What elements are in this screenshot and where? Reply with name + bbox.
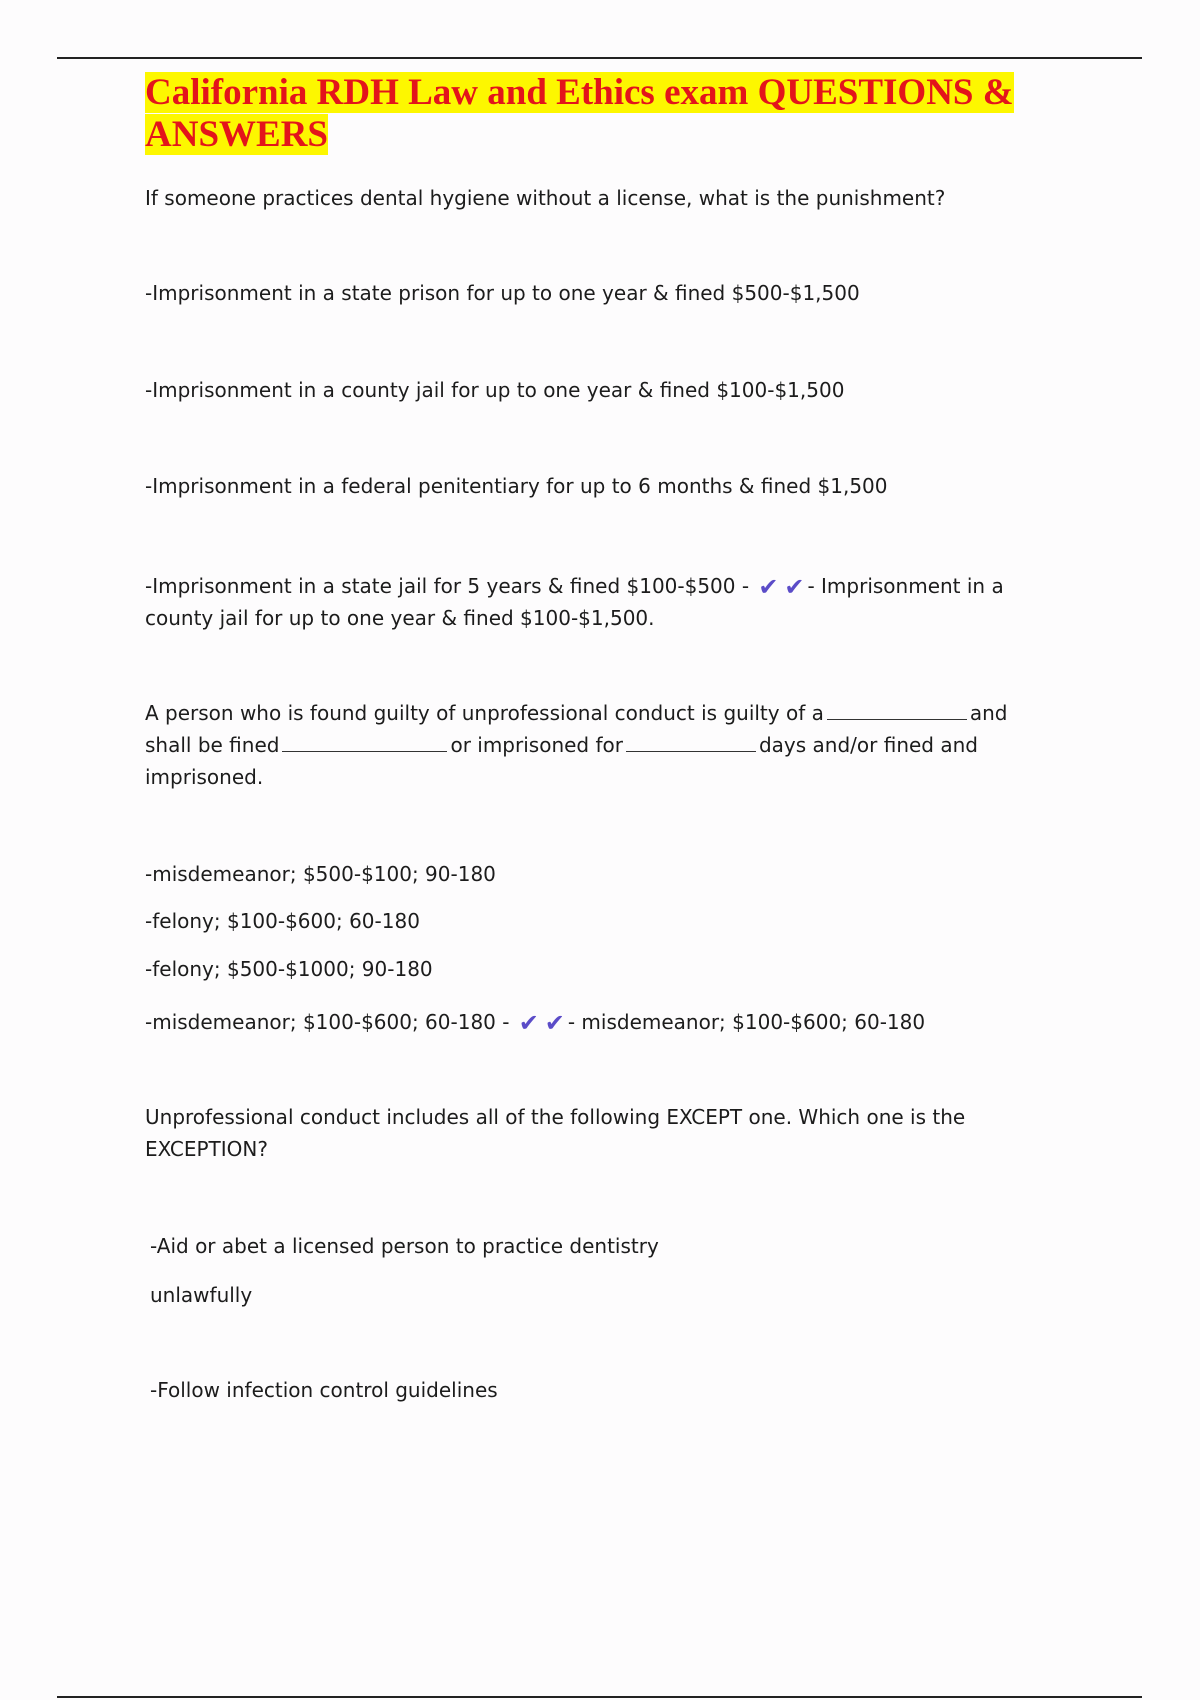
checkmark-icon: ✔ [758, 573, 779, 601]
q2-text-part: days and/or fined and [758, 733, 978, 757]
q1-answer-continued: county jail for up to one year & fined $100-$1,500. [145, 606, 655, 630]
q3-option-1: -Aid or abet a licensed person to practice dentistry [150, 1234, 659, 1258]
question-2-line-1 [145, 697, 1008, 729]
question-3-text: Unprofessional conduct includes all of the following EXCEPT one. Which one is the EXCEPTION? [145, 1105, 966, 1161]
q2-text-part: shall be fined [145, 733, 280, 757]
q1-option-4: -Imprisonment in a state jail for 5 years & fined $100-$500 - [145, 574, 750, 598]
q2-option-4: -misdemeanor; $100-$600; 60-180 - [145, 1010, 510, 1034]
checkmark-icon: ✔ [518, 1009, 539, 1037]
q1-option-1: -Imprisonment in a state prison for up to one year & fined $500-$1,500 [145, 281, 860, 305]
fill-blank [282, 733, 447, 752]
checkmark-icon: ✔ [784, 573, 805, 601]
q1-option-2: -Imprisonment in a county jail for up to one year & fined $100-$1,500 [145, 378, 845, 402]
q1-option-3: -Imprisonment in a federal penitentiary for up to 6 months & fined $1,500 [145, 474, 888, 498]
q2-option-3: -felony; $500-$1000; 90-180 [145, 957, 433, 981]
fill-blank [626, 733, 756, 752]
question-2-line-3: imprisoned. [145, 765, 264, 789]
q1-answer: - Imprisonment in a [807, 574, 1004, 598]
q2-text-part: A person who is found guilty of unprofessional conduct is guilty of a [145, 701, 824, 725]
q2-text-part: or imprisoned for [450, 733, 623, 757]
question-2-line-2 [145, 729, 978, 761]
q1-option-4-with-answer [145, 570, 1004, 602]
top-rule [57, 57, 1142, 59]
question-1-text: If someone practices dental hygiene without a license, what is the punishment? [145, 186, 946, 210]
q3-option-1-continued: unlawfully [150, 1283, 253, 1307]
fill-blank [827, 701, 967, 720]
q3-option-2: -Follow infection control guidelines [150, 1378, 498, 1402]
document-title: California RDH Law and Ethics exam QUESTIONS & ANSWERS [145, 72, 1014, 155]
q2-text-part: and [969, 701, 1008, 725]
q2-answer: - misdemeanor; $100-$600; 60-180 [567, 1010, 926, 1034]
q2-option-1: -misdemeanor; $500-$100; 90-180 [145, 862, 496, 886]
bottom-rule [57, 1696, 1142, 1698]
q2-option-2: -felony; $100-$600; 60-180 [145, 909, 420, 933]
checkmark-icon: ✔ [544, 1009, 565, 1037]
q2-option-4-with-answer [145, 1006, 925, 1038]
